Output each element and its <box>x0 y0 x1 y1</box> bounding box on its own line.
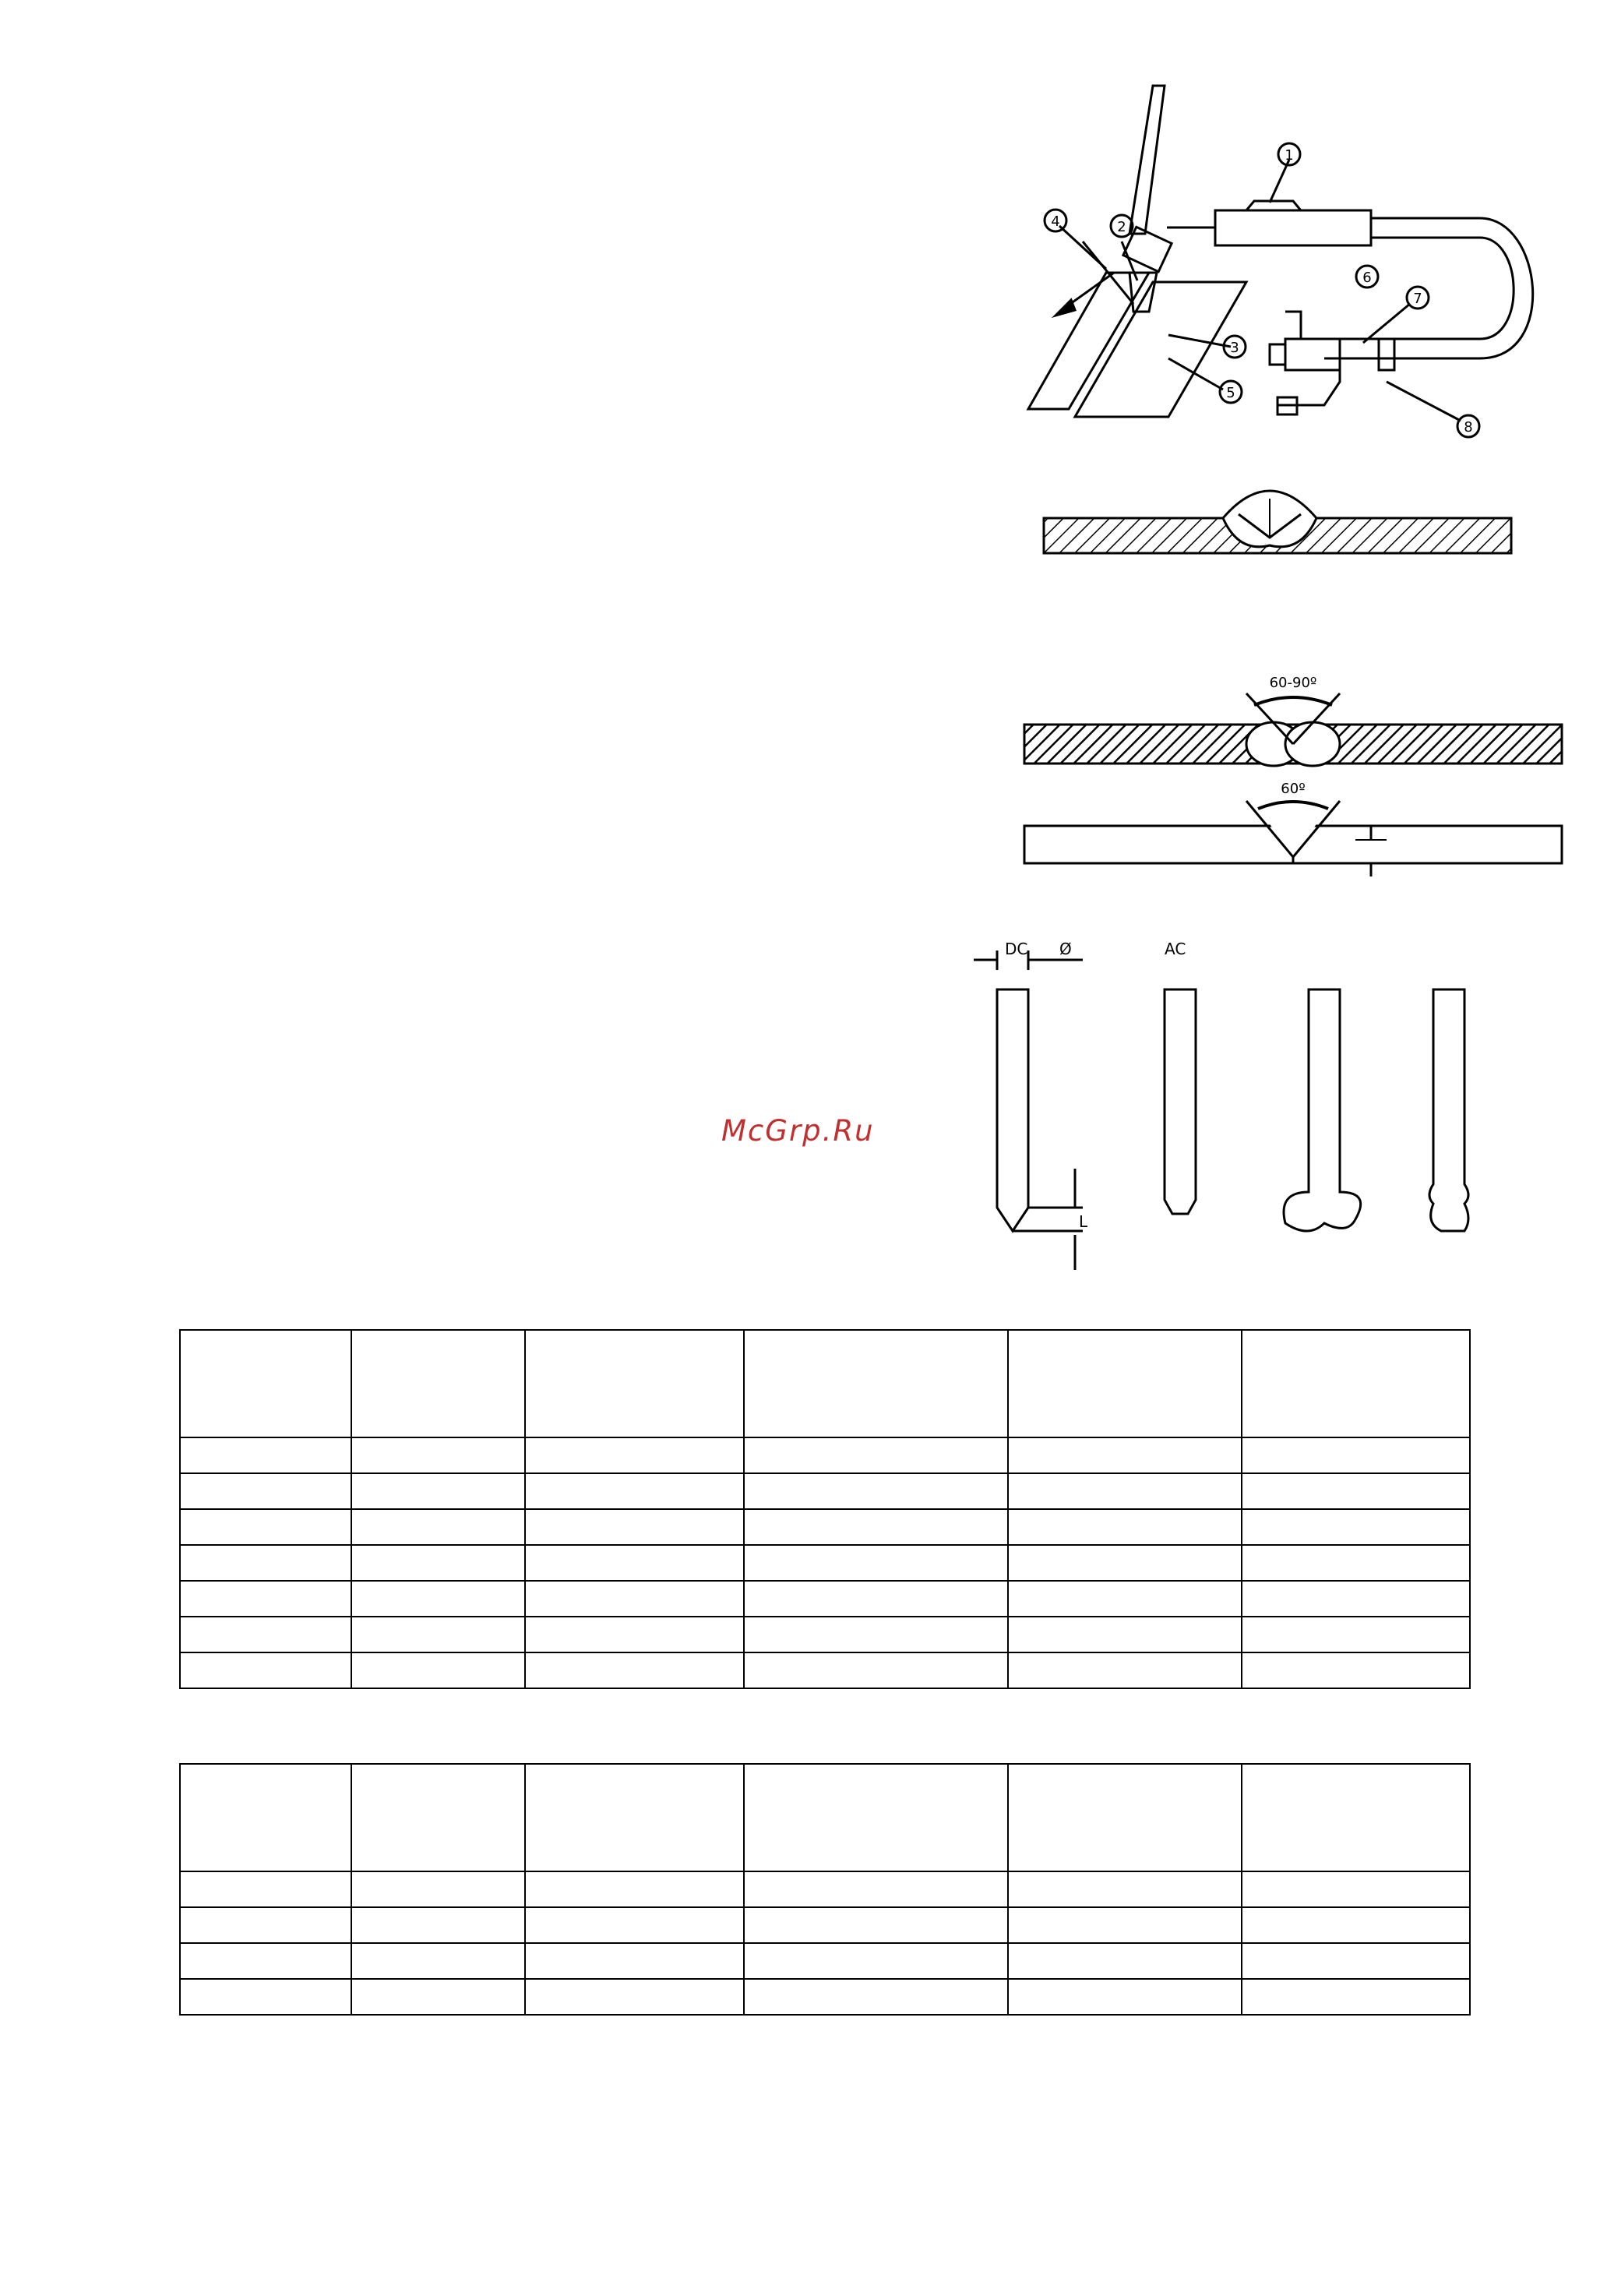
table-cell <box>351 1979 525 2015</box>
table-cell <box>351 1871 525 1907</box>
table-header-row <box>180 1764 1470 1871</box>
table-cell <box>180 1437 351 1473</box>
length-label: L <box>1079 1212 1088 1231</box>
table-cell <box>180 1545 351 1581</box>
header-cell <box>525 1764 744 1871</box>
header-cell <box>525 1330 744 1437</box>
table-cell <box>744 1617 1008 1652</box>
watermark: McGrp.Ru <box>721 1114 875 1148</box>
table-cell <box>1008 1509 1242 1545</box>
table-cell <box>1242 1509 1470 1545</box>
table-cell <box>1008 1979 1242 2015</box>
dc-label: DC <box>1005 940 1028 958</box>
table-cell <box>744 1437 1008 1473</box>
table-cell <box>180 1652 351 1688</box>
table-cell <box>351 1617 525 1652</box>
table-cell <box>180 1617 351 1652</box>
table-cell <box>525 1617 744 1652</box>
table-cell <box>525 1437 744 1473</box>
table-cell <box>525 1871 744 1907</box>
table-cell <box>744 1943 1008 1979</box>
table-cell <box>525 1652 744 1688</box>
header-cell <box>180 1330 351 1437</box>
table-cell <box>525 1581 744 1617</box>
table-cell <box>351 1907 525 1943</box>
table-cell <box>1008 1545 1242 1581</box>
electrode-overballed <box>1284 989 1361 1231</box>
v-joint-angle-label: 60º <box>1281 781 1306 797</box>
table-cell <box>180 1581 351 1617</box>
table-row <box>180 1437 1470 1473</box>
table-row <box>180 1652 1470 1688</box>
table-cell <box>351 1943 525 1979</box>
table-cell <box>351 1652 525 1688</box>
table-row <box>180 1581 1470 1617</box>
table-header-row <box>180 1330 1470 1437</box>
header-cell <box>1008 1764 1242 1871</box>
table-cell <box>1008 1907 1242 1943</box>
table-cell <box>180 1943 351 1979</box>
weld-bead-cross-section <box>1036 483 1519 569</box>
torch-back-cap <box>1130 86 1165 234</box>
electrode-tip-shapes <box>966 927 1558 1278</box>
table-cell <box>525 1473 744 1509</box>
table-cell <box>1242 1437 1470 1473</box>
diameter-label: Ø <box>1059 940 1072 958</box>
table-cell <box>525 1509 744 1545</box>
header-cell <box>351 1330 525 1437</box>
callout-5: 5 <box>1226 385 1235 401</box>
table-cell <box>1008 1871 1242 1907</box>
table-cell <box>1242 1907 1470 1943</box>
hose <box>1324 218 1533 358</box>
callout-6: 6 <box>1362 270 1372 286</box>
table-cell <box>351 1581 525 1617</box>
connector-cable <box>1379 339 1394 370</box>
callout-8: 8 <box>1464 419 1473 436</box>
table-cell <box>1008 1581 1242 1617</box>
callout-7: 7 <box>1413 291 1422 307</box>
x-joint-angle-arc <box>1254 697 1332 705</box>
table-cell <box>1242 1871 1470 1907</box>
header-cell <box>351 1764 525 1871</box>
table-cell <box>180 1871 351 1907</box>
table-cell <box>351 1509 525 1545</box>
callout-1: 1 <box>1285 147 1294 164</box>
header-cell <box>1242 1764 1470 1871</box>
table-1 <box>179 1329 1471 1689</box>
table-cell <box>1008 1473 1242 1509</box>
table-cell <box>180 1979 351 2015</box>
table-2 <box>179 1763 1471 2016</box>
electrode-balled <box>1429 989 1468 1231</box>
joint-preparation-diagram <box>1020 670 1566 888</box>
header-cell <box>1242 1330 1470 1437</box>
callout-4: 4 <box>1051 213 1060 230</box>
ac-label: AC <box>1165 940 1186 958</box>
table-cell <box>1008 1437 1242 1473</box>
table-cell <box>351 1473 525 1509</box>
table-row <box>180 1943 1470 1979</box>
x-joint-angle-label: 60-90º <box>1269 675 1317 691</box>
table-cell <box>744 1545 1008 1581</box>
table-cell <box>744 1581 1008 1617</box>
table-cell <box>1242 1943 1470 1979</box>
torch-handle <box>1215 210 1371 245</box>
callout-3: 3 <box>1230 340 1239 356</box>
table-cell <box>525 1979 744 2015</box>
table-cell <box>744 1509 1008 1545</box>
table-row <box>180 1979 1470 2015</box>
table-cell <box>744 1979 1008 2015</box>
table-cell <box>744 1871 1008 1907</box>
table-cell <box>351 1545 525 1581</box>
table-cell <box>351 1437 525 1473</box>
callout-2: 2 <box>1117 219 1126 235</box>
table-cell <box>744 1652 1008 1688</box>
table-cell <box>744 1473 1008 1509</box>
table-cell <box>1242 1617 1470 1652</box>
table-row <box>180 1473 1470 1509</box>
torch-nozzle <box>1130 273 1157 312</box>
table-cell <box>1242 1652 1470 1688</box>
table-cell <box>180 1509 351 1545</box>
table-row <box>180 1907 1470 1943</box>
ac-electrode <box>1165 989 1196 1214</box>
header-cell <box>744 1764 1008 1871</box>
table-row <box>180 1617 1470 1652</box>
table-cell <box>525 1907 744 1943</box>
table-cell <box>1242 1979 1470 2015</box>
table-cell <box>180 1473 351 1509</box>
table-cell <box>744 1907 1008 1943</box>
table-cell <box>1008 1943 1242 1979</box>
header-cell <box>1008 1330 1242 1437</box>
table-cell <box>1242 1581 1470 1617</box>
table-cell <box>180 1907 351 1943</box>
table-cell <box>1242 1545 1470 1581</box>
table-cell <box>525 1943 744 1979</box>
header-cell <box>180 1764 351 1871</box>
connector-gas <box>1285 339 1340 370</box>
table-row <box>180 1871 1470 1907</box>
table-cell <box>1008 1617 1242 1652</box>
table-cell <box>525 1545 744 1581</box>
table-cell <box>1008 1652 1242 1688</box>
dc-electrode <box>997 989 1028 1231</box>
table-row <box>180 1509 1470 1545</box>
tig-torch-diagram <box>1013 78 1574 452</box>
table-row <box>180 1545 1470 1581</box>
table-cell <box>1242 1473 1470 1509</box>
header-cell <box>744 1330 1008 1437</box>
